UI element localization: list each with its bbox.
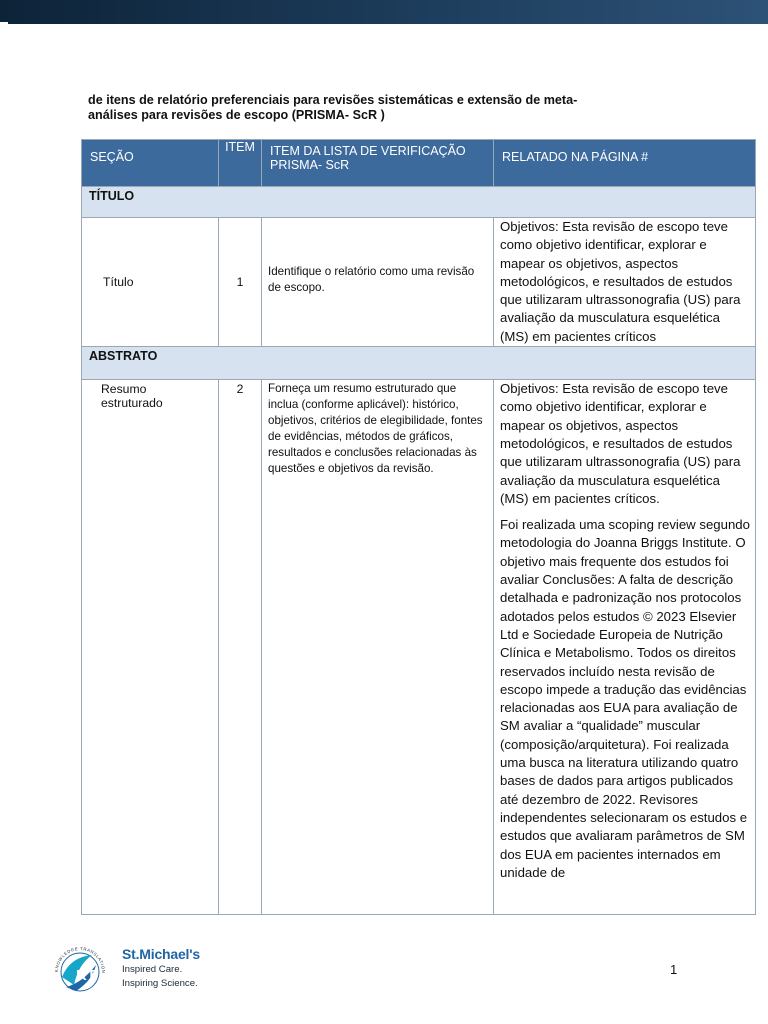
row-checklist-text: Identifique o relatório como uma revisão de escopo. — [262, 218, 494, 347]
header-reported-page: RELATADO NA PÁGINA # — [494, 140, 756, 187]
heading-line-1: de itens de relatório preferenciais para revisões sistemáticas e extensão de meta- — [88, 93, 578, 107]
row-item-number: 2 — [219, 380, 262, 915]
header-section: SEÇÃO — [82, 140, 219, 187]
knowledge-translation-logo — [52, 947, 110, 997]
row-section-name: Resumo estruturado — [82, 380, 219, 915]
reported-paragraph-1: Objetivos: Esta revisão de escopo teve como objetivo identificar, explorar e mapear os objetivos, aspectos metodológicos, e resultados de estudos que utilizaram ultrassonografia (US) para avaliação da musculatura esquelética (MS) em pacientes críticos. — [500, 381, 741, 506]
row-checklist-text: Forneça um resumo estruturado que inclua (conforme aplicável): histórico, objetivos, critérios de elegibilidade, fontes de evidências, métodos de gráficos, resultados e conclusões relacionadas às questões e objetivos da revisão. — [262, 380, 494, 915]
header-item: ITEM — [219, 140, 262, 187]
document-heading — [88, 93, 688, 123]
row-reported-text: Objetivos: Esta revisão de escopo teve como objetivo identificar, explorar e mapear os objetivos, aspectos metodológicos, e resultados de estudos que utilizaram ultrassonografia (US) para avaliação da musculatura esquelética (MS) em pacientes críticos — [494, 218, 756, 347]
table-header-row — [82, 140, 756, 187]
header-checklist-item: ITEM DA LISTA DE VERIFICAÇÃO PRISMA- ScR — [262, 140, 494, 187]
brand-block — [122, 946, 200, 990]
brand-tagline-1: Inspired Care. — [122, 964, 183, 975]
heading-line-2: análises para revisões de escopo (PRISMA- ScR ) — [88, 108, 385, 122]
brand-tagline-2: Inspiring Science. — [122, 978, 198, 989]
reported-paragraph-2: Foi realizada uma scoping review segundo metodologia do Joanna Briggs Institute. O objetivo mais frequente dos estudos foi avaliar Conclusões: A falta de descrição detalhada e padronização nos protocolos adotados pelos estudos © 2023 Elsevier Ltd e Sociedade Europeia de Nutrição Clínica e Metabolismo. Todos os direitos reservados incluído nesta revisão de escopo impede a tradução das evidências relacionadas aos EUA para avaliação de SM avaliar a “qualidade” muscular (composição/arquitetura). Foi realizada uma busca na literatura utilizando quatro bases de dados para artigos publicados até dezembro de 2022. Revisores independentes selecionaram os estudos e estudos que avaliaram parâmetros de SM dos EUA em pacientes internados em unidade de — [500, 517, 750, 880]
brand-name: St.Michael's — [122, 946, 200, 962]
table-row — [82, 380, 756, 915]
prisma-checklist-table — [81, 139, 756, 915]
banner-notch — [0, 22, 8, 24]
table-row — [82, 218, 756, 347]
logo-letters: KT — [76, 967, 96, 984]
row-section-name: Título — [82, 218, 219, 347]
section-row-abstract — [82, 347, 756, 380]
section-heading-abstract: ABSTRATO — [82, 347, 756, 380]
row-reported-text — [494, 380, 756, 915]
row-item-number: 1 — [219, 218, 262, 347]
top-banner — [0, 0, 768, 24]
section-row-title — [82, 187, 756, 218]
page-number: 1 — [670, 962, 678, 977]
section-heading-title: TÍTULO — [82, 187, 756, 218]
logo-ring-text: KNOWLEDGE TRANSLATION — [53, 947, 107, 974]
